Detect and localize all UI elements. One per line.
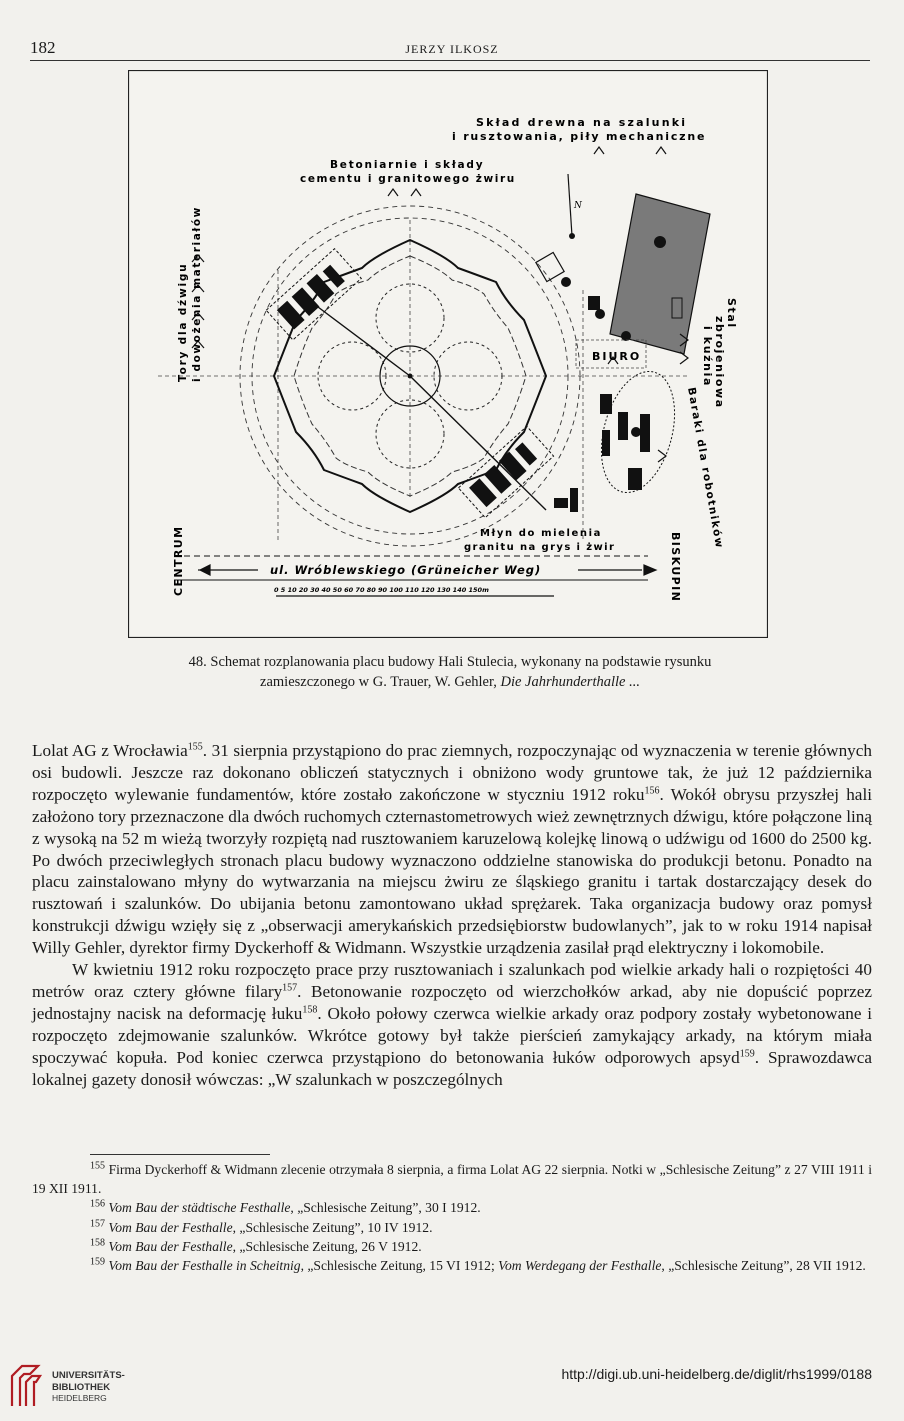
footnote-ref-158[interactable]: 158 xyxy=(302,1004,318,1016)
north-arrow-dot xyxy=(569,233,575,239)
scale-bar-labels: 0 5 10 20 30 40 50 60 70 80 90 100 110 120 130 140 150m xyxy=(274,586,489,594)
label-biskupin: BISKUPIN xyxy=(669,532,682,603)
logo-line-3: HEIDELBERG xyxy=(52,1393,107,1403)
label-steel-2: zbrojeniowa xyxy=(713,316,726,409)
paragraph-1: Lolat AG z Wrocławia$^{155}$. 31 sierpnia przystąpiono do prac ziemnych, rozpoczynając od wyznaczenia w terenie głównych osi budowli. Jeszcze raz dokonano obliczeń statycznych i obniżono wody gruntowe tak, że już 12 października rozpoczęto wylewanie fundamentów, które zostało zakończone w styczniu 1912 roku$^{156}$. Wokół obrysu przyszłej hali założono tory przeznaczone dla dwóch ruchomych czternastometrowych wież zewnętrznych dźwigu, które połączone liną z wysoką na 52 m wieżą tworzyły rozpiętą nad rusztowaniem karuzelową kolejkę linową o udźwigu od 1600 do 2500 kg. Po dwóch przeciwległych stronach placu budowy wyznaczono oddzielne stanowiska do produkcji betonu. Ponadto na placu zainstalowano młyny do wytwarzania na miejscu żwiru ze śląskiego granitu i tartak dostarczający desek do rusztowań i szalunków. Do ubijania betonu zamontowano układ sprężarek. Taka organizacja budowy oraz pomysł konstrukcji dźwigu wzięły się z „obserwacji amerykańskich przedsiębiorstw budowlanych”, jak to w roku 1914 napisał Willy Gehler, dyrektor firmy Dyckerhoff & Widmann. Wszystkie urządzenia zasilał prąd elektryczny i lokomobile. xyxy=(32,741,872,958)
barrack-5 xyxy=(628,468,642,490)
footnote-ref-159[interactable]: 159 xyxy=(739,1047,755,1059)
figure-caption: 48. Schemat rozplanowania placu budowy Hali Stulecia, wykonany na podstawie rysunku zamieszczonego w G. Trauer, W. Gehler, Die Jahrhunderthalle ... xyxy=(188,654,712,690)
label-concrete-plants-1: Betoniarnie i składy xyxy=(330,159,485,171)
label-crane-tracks-2: i dowożenia materiałów xyxy=(191,206,203,382)
footnote-ref-155[interactable]: 155 xyxy=(187,741,203,753)
small-building-2 xyxy=(561,277,571,287)
barrack-3 xyxy=(631,427,641,437)
logo-line-1: UNIVERSITÄTS- xyxy=(52,1370,125,1381)
footnote-157: $^{157}$ Vom Bau der Festhalle, „Schlesische Zeitung”, 10 IV 1912. xyxy=(90,1218,433,1235)
barrack-1 xyxy=(600,394,612,414)
footnote-155: $^{155}$ Firma Dyckerhoff & Widmann zlecenie otrzymała 8 sierpnia, a firma Lolat AG 22 sierpnia. Notki w „Schlesische Zeitung” z 27 VIII 1911 i 19 XII 1911. xyxy=(32,1160,872,1197)
source-url-link[interactable]: http://digi.ub.uni-heidelberg.de/diglit/rhs1999/0188 xyxy=(561,1366,872,1382)
site-plan-figure xyxy=(128,70,768,638)
label-mill-2: granitu na grys i żwir xyxy=(464,542,616,553)
north-label: N xyxy=(574,201,582,211)
label-street: ul. Wróblewskiego (Grüneicher Weg) xyxy=(270,563,542,577)
paragraph-2: W kwietniu 1912 roku rozpoczęto prace przy rusztowaniach i szalunkach pod wielkie arkady hali o rozpiętości 40 metrów oraz cztery główne filary$^{157}$. Betonowanie rozpoczęto od wierzchołków arkad, aby nie dopuścić poprzez jednostajny nacisk na deformację łuku$^{158}$. Około połowy czerwca wielkie arkady oraz podpory zostały wybetonowane i rozpoczęto zdejmowanie szalunków. Wkrótce gotowy był także pierścień zamykający arkady, na którym miała spoczywać kopuła. Pod koniec czerwca przystąpiono do betonowania łuków odporowych apsyd$^{159}$. Sprawozdawca lokalnej gazety donosił wówczas: „W szalunkach w poszczególnych xyxy=(32,960,873,1089)
footnotes xyxy=(32,1160,872,1275)
small-building-5 xyxy=(621,331,631,341)
barrack-6 xyxy=(602,430,610,456)
small-building-3 xyxy=(588,296,600,310)
label-mill-1: Młyn do mielenia xyxy=(480,528,603,539)
logo-line-2: BIBLIOTHEK xyxy=(52,1382,111,1393)
page-number: 182 xyxy=(30,38,56,57)
header-rule xyxy=(30,60,870,61)
footnote-158: $^{158}$ Vom Bau der Festhalle, „Schlesische Zeitung, 26 V 1912. xyxy=(90,1237,422,1254)
footnote-159: $^{159}$ Vom Bau der Festhalle in Scheitnig, „Schlesische Zeitung, 15 VI 1912; Vom Werdegang der Festhalle, „Schlesische Zeitung”, 28 VII 1912. xyxy=(90,1256,866,1274)
small-building-4 xyxy=(595,309,605,319)
label-office: BIURO xyxy=(592,350,642,363)
label-concrete-plants-2: cementu i granitowego żwiru xyxy=(300,173,516,185)
running-title: JERZY ILKOSZ xyxy=(405,42,499,56)
footnote-rule xyxy=(90,1154,270,1155)
library-logo[interactable] xyxy=(8,1362,148,1410)
library-logo-icon xyxy=(12,1366,40,1406)
footnote-ref-156[interactable]: 156 xyxy=(644,785,660,797)
barrack-2 xyxy=(618,412,628,440)
label-steel-3: i kuźnia xyxy=(701,326,714,387)
body-text xyxy=(32,740,872,1091)
label-centrum: CENTRUM xyxy=(172,525,185,596)
barrack-4 xyxy=(640,414,650,452)
mill-building-2 xyxy=(570,488,578,512)
label-timber-yard-2: i rusztowania, piły mechaniczne xyxy=(452,130,707,143)
timber-yard-crane xyxy=(654,236,666,248)
footnote-ref-157[interactable]: 157 xyxy=(282,982,298,994)
label-crane-tracks-1: Tory dla dźwigu xyxy=(177,262,189,382)
footnote-156: $^{156}$ Vom Bau der städtische Festhalle, „Schlesische Zeitung”, 30 I 1912. xyxy=(90,1198,481,1216)
mill-building-1 xyxy=(554,498,568,508)
label-steel-1: Stal xyxy=(725,298,738,329)
label-timber-yard-1: Skład drewna na szalunki xyxy=(476,116,688,129)
label-barracks: Baraki dla robotników xyxy=(685,386,726,550)
